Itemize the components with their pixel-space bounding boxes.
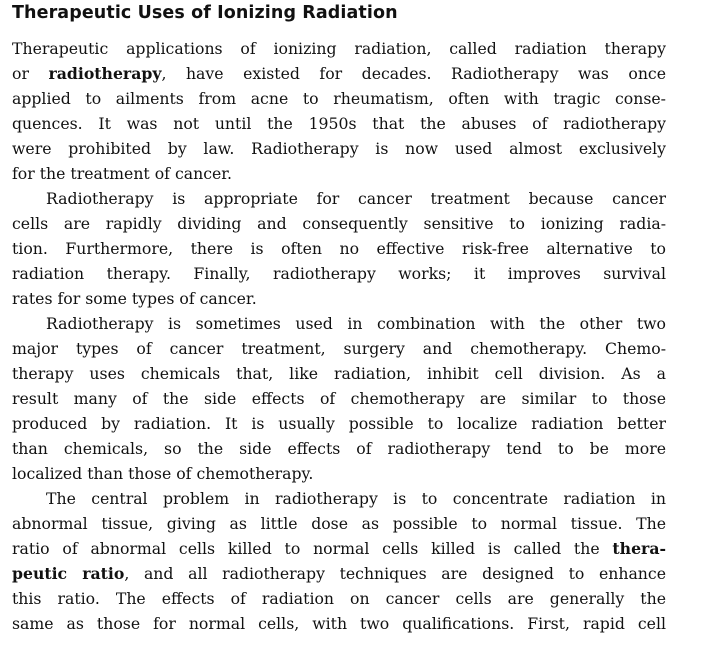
section-title: Therapeutic Uses of Ionizing Radiation	[12, 3, 398, 23]
text-line: abnormal tissue, giving as little dose as possible to normal tissue. The	[12, 514, 666, 533]
text-line: were prohibited by law. Radiotherapy is now used almost exclusively	[12, 139, 666, 158]
text-line: major types of cancer treatment, surgery and chemotherapy. Chemo-	[12, 339, 666, 358]
text-line: same as those for normal cells, with two qualifications. First, rapid cell	[12, 614, 666, 633]
text-line: produced by radiation. It is usually possible to localize radiation better	[12, 414, 666, 433]
text-line: therapy uses chemicals that, like radiation, inhibit cell division. As a	[12, 364, 666, 383]
paragraph	[12, 486, 666, 636]
text-line: The central problem in radiotherapy is to concentrate radiation in	[46, 489, 666, 508]
text-line: tion. Furthermore, there is often no effective risk-free alternative to	[12, 239, 666, 258]
body-text	[12, 36, 666, 636]
key-term-radiotherapy: radiotherapy	[48, 64, 162, 83]
page	[12, 0, 666, 636]
text-line: ratio of abnormal cells killed to normal cells killed is called the thera-	[12, 539, 666, 558]
text-line: Radiotherapy is appropriate for cancer treatment because cancer	[46, 189, 666, 208]
text-line: Therapeutic applications of ionizing radiation, called radiation therapy	[12, 39, 666, 58]
key-term-therapeutic-ratio-part2: peutic ratio	[12, 564, 125, 583]
paragraph	[12, 186, 666, 311]
text-line: or radiotherapy, have existed for decades. Radiotherapy was once	[12, 64, 666, 83]
text-line: than chemicals, so the side effects of radiotherapy tend to be more	[12, 439, 666, 458]
text-line: Radiotherapy is sometimes used in combination with the other two	[46, 314, 666, 333]
text-line: for the treatment of cancer.	[12, 164, 233, 183]
paragraph	[12, 311, 666, 486]
text-line: cells are rapidly dividing and consequently sensitive to ionizing radia-	[12, 214, 666, 233]
text-line: peutic ratio, and all radiotherapy techniques are designed to enhance	[12, 564, 666, 583]
text-line: result many of the side effects of chemotherapy are similar to those	[12, 389, 666, 408]
key-term-therapeutic-ratio-part1: thera-	[612, 539, 666, 558]
text-line: radiation therapy. Finally, radiotherapy works; it improves survival	[12, 264, 666, 283]
text-line: localized than those of chemotherapy.	[12, 464, 314, 483]
text-line: applied to ailments from acne to rheumatism, often with tragic conse-	[12, 89, 666, 108]
text-line: this ratio. The effects of radiation on cancer cells are generally the	[12, 589, 666, 608]
text-line: quences. It was not until the 1950s that the abuses of radiotherapy	[12, 114, 666, 133]
text-line: rates for some types of cancer.	[12, 289, 257, 308]
paragraph	[12, 36, 666, 186]
